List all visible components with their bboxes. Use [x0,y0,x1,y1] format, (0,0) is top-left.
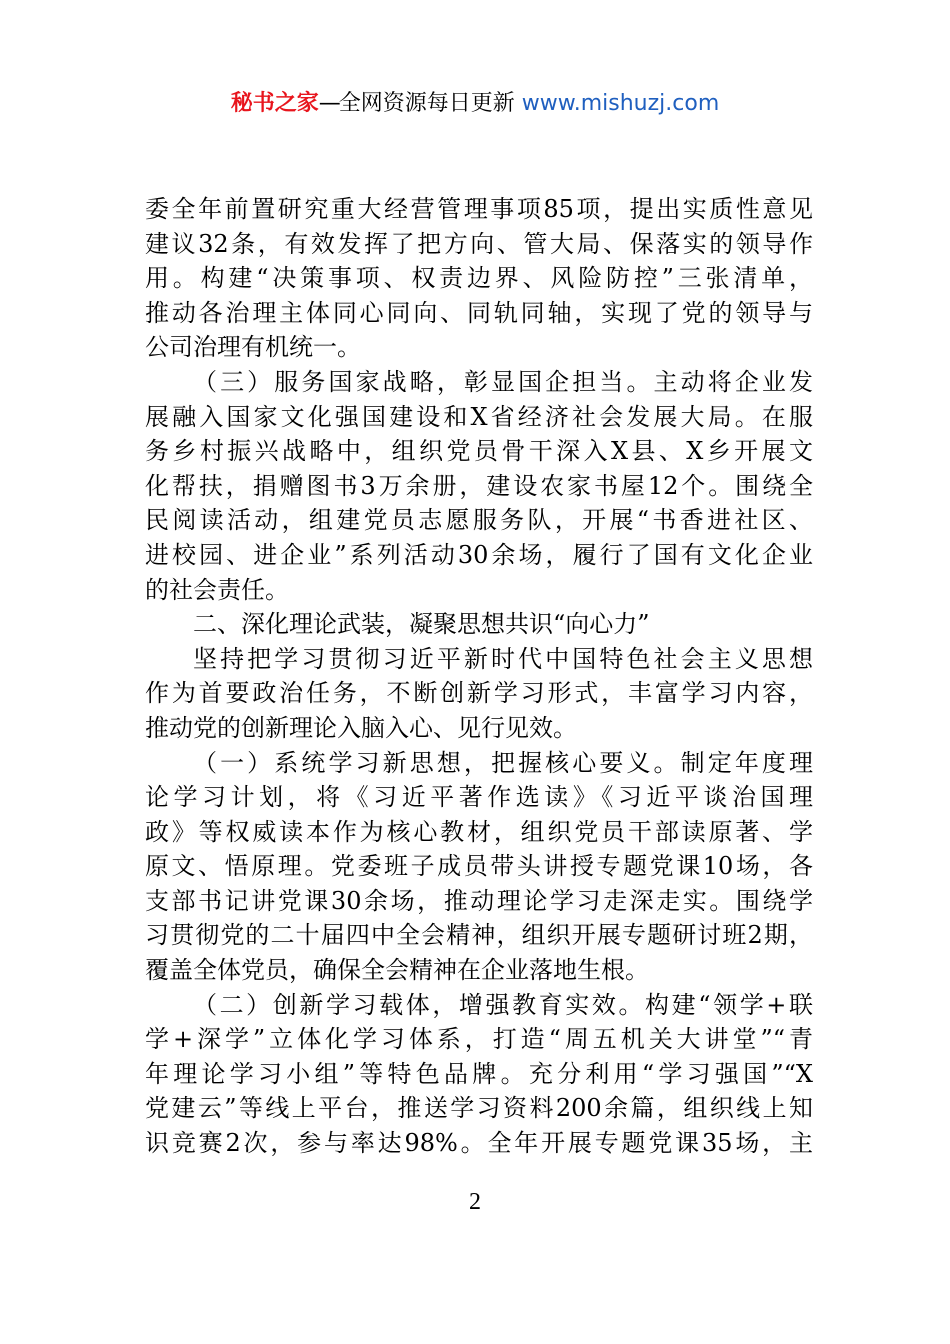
text-line: 年理论学习小组”等特色品牌。充分利用“学习强国”“X [145,1059,813,1088]
header-dash: — [318,91,339,116]
header-brand: 秘书之家 [230,91,319,116]
text-line: 用。构建“决策事项、权责边界、风险防控”三张清单， [145,264,813,293]
paragraph [145,746,813,988]
text-line: 识竞赛2次，参与率达98%。全年开展专题党课35场，主 [145,1129,813,1158]
text-line: （二）创新学习载体，增强教育实效。构建“领学+联 [193,990,813,1019]
text-line: 委全年前置研究重大经营管理事项85项，提出实质性意见 [145,195,813,223]
section-heading [145,607,813,642]
text-line: 原文、悟原理。党委班子成员带头讲授专题党课10场，各 [145,852,813,881]
text-line: 习贯彻党的二十届四中全会精神，组织开展专题研讨班2期， [145,921,813,950]
header-url[interactable]: www.mishuzj.com [521,91,720,116]
text-line: 化帮扶，捐赠图书3万余册，建设农家书屋12个。围绕全 [145,471,813,500]
text-line: 坚持把学习贯彻习近平新时代中国特色社会主义思想 [193,644,813,673]
text-line: 民阅读活动，组建党员志愿服务队，开展“书香进社区、 [145,506,813,535]
text-line: 公司治理有机统一。 [145,333,361,362]
text-line: 党建云”等线上平台，推送学习资料200余篇，组织线上知 [145,1094,813,1123]
text-line: 论学习计划，将《习近平著作选读》《习近平谈治国理 [145,783,813,812]
text-line: 支部书记讲党课30余场，推动理论学习走深走实。围绕学 [145,886,813,915]
paragraph [145,192,813,365]
section-heading-text: 二、深化理论武装，凝聚思想共识“向心力” [193,610,650,639]
paragraph [145,365,813,607]
text-line: 建议32条，有效发挥了把方向、管大局、保落实的领导作 [145,229,813,258]
text-line: 政》等权威读本作为核心教材，组织党员干部读原著、学 [145,817,813,846]
text-line: 进校园、进企业”系列活动30余场，履行了国有文化企业 [145,540,813,569]
document-body [145,192,813,1161]
page-header [0,88,950,120]
text-line: 务乡村振兴战略中，组织党员骨干深入X县、X乡开展文 [145,437,813,466]
text-line: 推动党的创新理论入脑入心、见行见效。 [145,713,577,742]
page-number: 2 [469,1189,481,1215]
text-line: 的社会责任。 [145,575,289,604]
header-tagline: 全网资源每日更新 [338,91,515,116]
text-line: 作为首要政治任务，不断创新学习形式，丰富学习内容， [145,679,813,708]
text-line: 覆盖全体党员，确保全会精神在企业落地生根。 [145,956,649,985]
paragraph [145,642,813,746]
text-line: （三）服务国家战略，彰显国企担当。主动将企业发 [193,367,813,396]
text-line: 推动各治理主体同心同向、同轨同轴，实现了党的领导与 [145,298,813,327]
paragraph [145,988,813,1161]
text-line: （一）系统学习新思想，把握核心要义。制定年度理 [193,748,813,777]
text-line: 展融入国家文化强国建设和X省经济社会发展大局。在服 [145,402,813,431]
text-line: 学+深学”立体化学习体系，打造“周五机关大讲堂”“青 [145,1025,813,1054]
